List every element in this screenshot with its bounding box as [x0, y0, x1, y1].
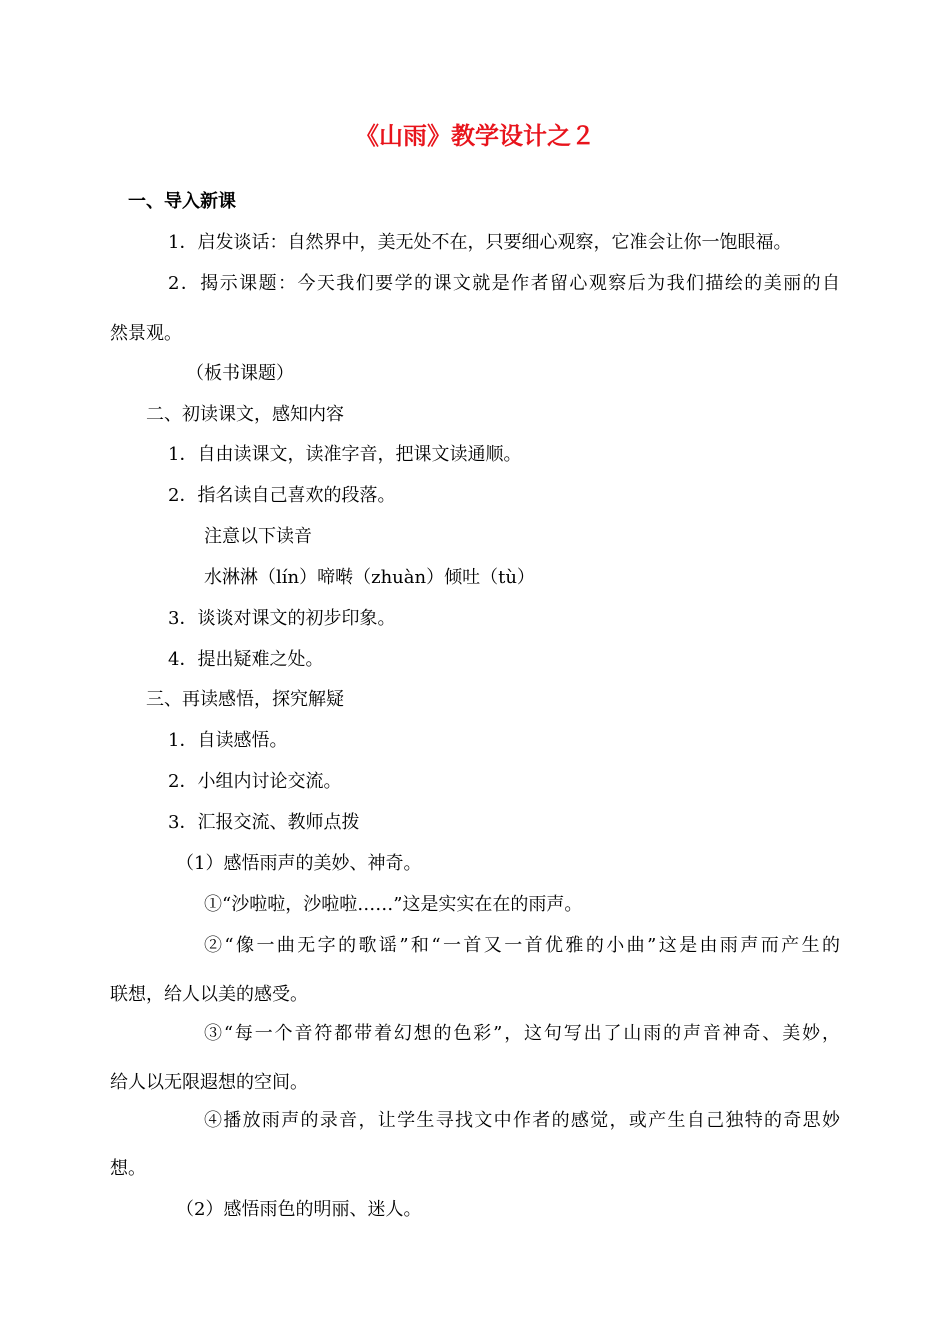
section-heading-2: 二、初读课文，感知内容 — [146, 404, 344, 425]
paragraph-line: ②“像一曲无字的歌谣”和“一首又一首优雅的小曲”这是由雨声而产生的 — [204, 935, 840, 956]
paragraph-line: 2．小组内讨论交流。 — [168, 771, 342, 792]
paragraph-line: 水淋淋（lín）啼啭（zhuàn）倾吐（tù） — [204, 567, 535, 588]
paragraph-line: 联想，给人以美的感受。 — [110, 984, 308, 1005]
paragraph-line: 注意以下读音 — [204, 526, 312, 547]
paragraph-line: 2．指名读自己喜欢的段落。 — [168, 485, 396, 506]
section-heading-3: 三、再读感悟，探究解疑 — [146, 689, 344, 710]
paragraph-line: ③“每一个音符都带着幻想的色彩”，这句写出了山雨的声音神奇、美妙， — [204, 1023, 840, 1044]
paragraph-line: 3．谈谈对课文的初步印象。 — [168, 608, 396, 629]
paragraph-line: （2）感悟雨色的明丽、迷人。 — [176, 1199, 422, 1220]
document-title: 《山雨》教学设计之２ — [355, 122, 595, 150]
paragraph-line: 1．自由读课文，读准字音，把课文读通顺。 — [168, 444, 522, 465]
paragraph-line: （1）感悟雨声的美妙、神奇。 — [176, 853, 422, 874]
paragraph-line: 4．提出疑难之处。 — [168, 649, 324, 670]
paragraph-line: ①“沙啦啦，沙啦啦……”这是实实在在的雨声。 — [204, 894, 583, 915]
paragraph-line: 想。 — [110, 1158, 146, 1179]
paragraph-line: 1．自读感悟。 — [168, 730, 288, 751]
paragraph-line: 给人以无限遐想的空间。 — [110, 1072, 308, 1093]
paragraph-line: 1．启发谈话：自然界中，美无处不在，只要细心观察，它准会让你一饱眼福。 — [168, 232, 792, 253]
section-heading-1: 一、导入新课 — [128, 191, 236, 212]
paragraph-line: 然景观。 — [110, 323, 182, 344]
paragraph-line: ④播放雨声的录音，让学生寻找文中作者的感觉，或产生自己独特的奇思妙 — [204, 1110, 840, 1131]
paragraph-line: （板书课题） — [186, 363, 294, 384]
paragraph-line: 3．汇报交流、教师点拨 — [168, 812, 360, 833]
paragraph-line: 2．揭示课题：今天我们要学的课文就是作者留心观察后为我们描绘的美丽的自 — [168, 273, 840, 294]
